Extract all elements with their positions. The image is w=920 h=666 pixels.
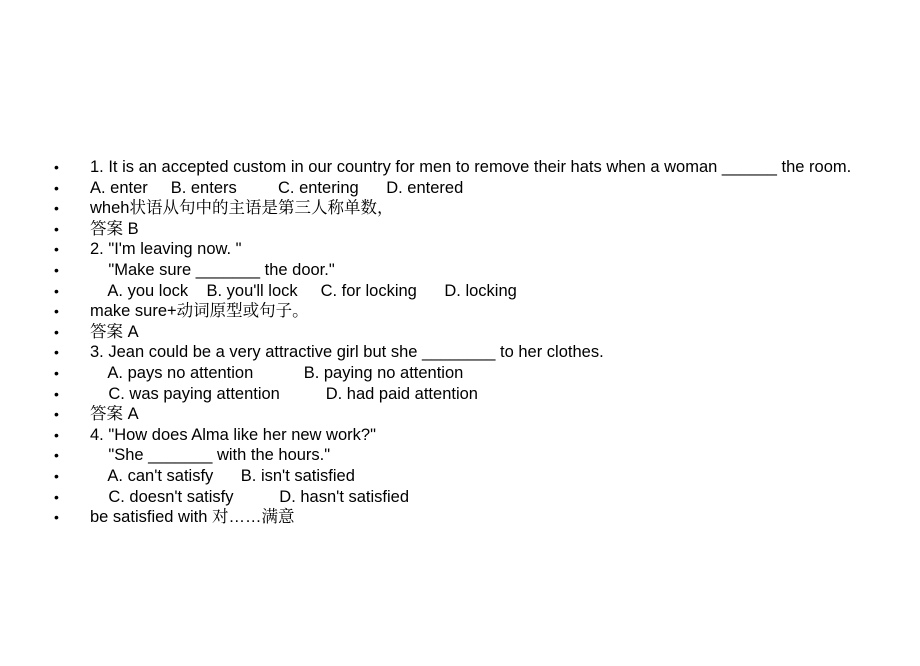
list-item [54,509,874,526]
bullet-glyph: • [54,406,59,423]
bullet-glyph: • [54,467,59,484]
bullet-glyph: • [54,261,59,278]
question-1-text: 1. It is an accepted custom in our country for men to remove their hats when a woman ______ the room. [90,158,852,176]
list-item [54,324,874,341]
list-item [54,468,874,485]
list-item [54,406,874,423]
question-3-options-ab: A. pays no attention B. paying no attention [90,363,464,382]
list-item [54,447,874,464]
bullet-glyph: • [54,179,59,196]
bullet-glyph: • [54,220,59,237]
list-item [54,303,874,320]
bullet-glyph: • [54,344,59,361]
question-4-explanation: be satisfied with 对……满意 [90,508,295,527]
question-2-options: A. you lock B. you'll lock C. for locking D. locking [90,281,517,300]
list-item [54,180,874,197]
question-2-answer: 答案 A [90,322,139,341]
list-item [54,200,874,217]
list-item [54,262,874,279]
bullet-glyph: • [54,241,59,258]
list-item [54,489,874,506]
question-4-text: 4. "How does Alma like her new work?" [90,425,376,444]
bullet-glyph: • [54,385,59,402]
list-item [54,365,874,382]
list-item [54,283,874,300]
list-item [54,159,874,176]
bullet-glyph: • [54,364,59,381]
bullet-glyph: • [54,447,59,464]
list-item [54,221,874,238]
question-4-dialogue: "She _______ with the hours." [90,446,331,465]
question-4-options-ab: A. can't satisfy B. isn't satisfied [90,466,355,485]
question-1-answer: 答案 B [90,219,139,238]
question-3-options-cd: C. was paying attention D. had paid attention [90,384,478,403]
question-4-options-cd: C. doesn't satisfy D. hasn't satisfied [90,487,410,506]
bullet-list [54,159,874,530]
question-2-explanation: make sure+动词原型或句子。 [90,302,309,321]
bullet-glyph: • [54,323,59,340]
bullet-glyph: • [54,488,59,505]
bullet-glyph: • [54,303,59,320]
question-3-text: 3. Jean could be a very attractive girl but she ________ to her clothes. [90,343,604,362]
bullet-glyph: • [54,200,59,217]
list-item [54,386,874,403]
question-2-text: 2. "I'm leaving now. " [90,240,242,259]
bullet-glyph: • [54,282,59,299]
list-item [54,427,874,444]
question-1-explanation: wheh状语从句中的主语是第三人称单数， [90,199,394,218]
list-item [54,344,874,361]
bullet-glyph: • [54,426,59,443]
bullet-glyph: • [54,159,59,175]
question-1-options: A. enter B. enters C. entering D. entered [90,178,464,197]
list-item [54,241,874,258]
bullet-glyph: • [54,509,59,526]
question-3-answer: 答案 A [90,405,139,424]
question-2-dialogue: "Make sure _______ the door." [90,260,335,279]
